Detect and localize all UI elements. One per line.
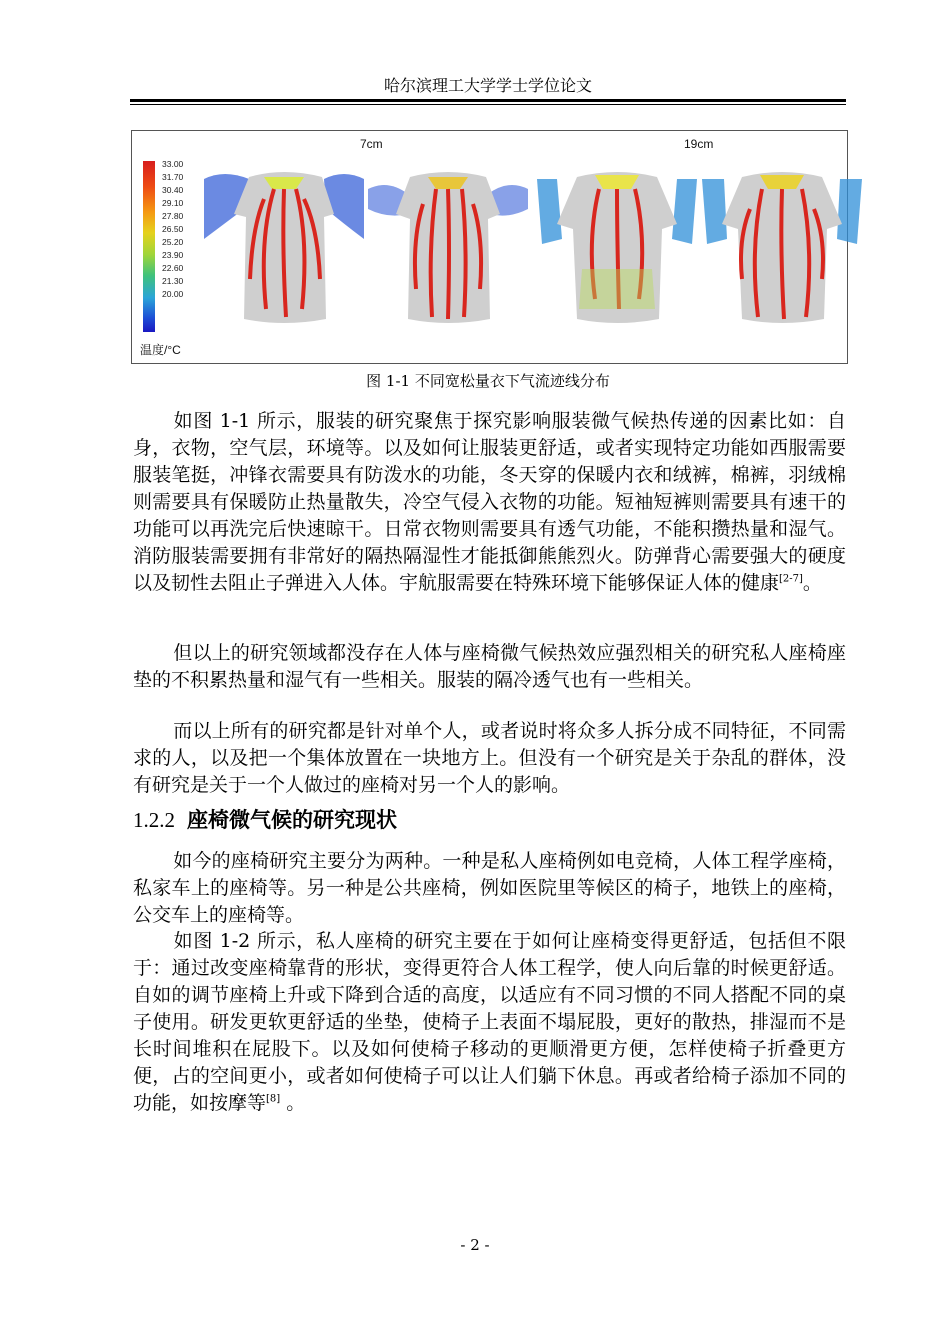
airflow-render-19cm-front bbox=[537, 169, 697, 329]
colorbar-tick: 30.40 bbox=[162, 185, 184, 195]
citation-8: [8] bbox=[266, 1093, 281, 1105]
paragraph-5 bbox=[133, 928, 846, 1117]
label-19cm: 19cm bbox=[684, 137, 714, 151]
colorbar-tick: 33.00 bbox=[162, 159, 184, 169]
paragraph-4-text: 如今的座椅研究主要分为两种。一种是私人座椅例如电竞椅，人体工程学座椅，私家车上的座椅等。另一种是公共座椅，例如医院里等候区的椅子，地铁上的座椅，公交车上的座椅等。 bbox=[133, 850, 846, 926]
running-header: 哈尔滨理工大学学士学位论文 bbox=[383, 76, 592, 95]
paragraph-3-text: 而以上所有的研究都是针对单个人，或者说时将众多人拆分成不同特征，不同需求的人，以及把一个集体放置在一块地方上。但没有一个研究是关于杂乱的群体，没有研究是关于一个人做过的座椅对另一个人的影响。 bbox=[133, 720, 846, 796]
paragraph-1-text: 如图 1-1 所示，服装的研究聚焦于探究影响服装微气候热传递的因素比如：自身，衣物，空气层，环境等。以及如何让服装更舒适，或者实现特定功能如西服需要服装笔挺，冲锋衣需要具有防泼水的功能，冬天穿的保暖内衣和绒裤，棉裤，羽绒棉则需要具有保暖防止热量散失，冷空气侵入衣物的功能。短袖短裤则需要具有速干的功能可以再洗完后快速晾干。日常衣物则需要具有透气功能，不能积攒热量和湿气。消防服装需要拥有非常好的隔热隔湿性才能抵御熊熊烈火。防弹背心需要强大的硬度以及韧性去阻止子弹进入人体。宇航服需要在特殊环境下能够保证人体的健康 bbox=[133, 410, 846, 594]
colorbar-tick: 29.10 bbox=[162, 198, 184, 208]
label-7cm: 7cm bbox=[360, 137, 383, 151]
colorbar-tick: 23.90 bbox=[162, 250, 184, 260]
paragraph-5-text: 如图 1-2 所示，私人座椅的研究主要在于如何让座椅变得更舒适，包括但不限于：通过改变座椅靠背的形状，变得更符合人体工程学，使人向后靠的时候更舒适。自如的调节座椅上升或下降到合适的高度，以适应有不同习惯的不同人搭配不同的桌子使用。研发更软更舒适的坐垫，使椅子上表面不塌屁股，更好的散热，排湿而不是长时间堆积在屁股下。以及如何使椅子移动的更顺滑更方便，怎样使椅子折叠更方便，占的空间更小，或者如何使椅子可以让人们躺下休息。再或者给椅子添加不同的功能，如按摩等 bbox=[133, 930, 846, 1114]
airflow-render-19cm-back bbox=[702, 169, 862, 329]
paragraph-2-text: 但以上的研究领域都没存在人体与座椅微气候热效应强烈相关的研究私人座椅座垫的不积累热量和湿气有一些相关。服装的隔冷透气也有一些相关。 bbox=[133, 642, 846, 691]
figure-caption: 图 1-1 不同宽松量衣下气流迹线分布 bbox=[366, 372, 610, 390]
colorbar-title: 温度/°C bbox=[140, 343, 181, 357]
page-number: - 2 - bbox=[460, 1236, 490, 1254]
figure-1-1 bbox=[131, 130, 848, 364]
temperature-colorbar bbox=[143, 161, 155, 332]
paragraph-2 bbox=[133, 640, 846, 694]
colorbar-tick: 26.50 bbox=[162, 224, 184, 234]
airflow-render-7cm-back bbox=[368, 169, 528, 329]
colorbar-tick: 25.20 bbox=[162, 237, 184, 247]
citation-2-7: [2-7] bbox=[779, 573, 803, 585]
colorbar-tick: 27.80 bbox=[162, 211, 184, 221]
colorbar-tick: 20.00 bbox=[162, 289, 184, 299]
colorbar-ticks bbox=[162, 158, 202, 301]
paragraph-3 bbox=[133, 718, 846, 799]
header-rule-thin bbox=[130, 104, 846, 105]
header-rule-thick bbox=[130, 99, 846, 102]
section-heading bbox=[133, 804, 397, 834]
section-number: 1.2.2 bbox=[133, 808, 175, 832]
colorbar-tick: 31.70 bbox=[162, 172, 184, 182]
paragraph-1 bbox=[133, 408, 846, 597]
paragraph-1-end: 。 bbox=[802, 572, 822, 594]
section-title: 座椅微气候的研究现状 bbox=[187, 808, 397, 832]
airflow-render-7cm-front bbox=[204, 169, 364, 329]
paragraph-5-end: 。 bbox=[280, 1092, 306, 1114]
paragraph-4 bbox=[133, 848, 846, 929]
colorbar-tick: 22.60 bbox=[162, 263, 184, 273]
colorbar-tick: 21.30 bbox=[162, 276, 184, 286]
